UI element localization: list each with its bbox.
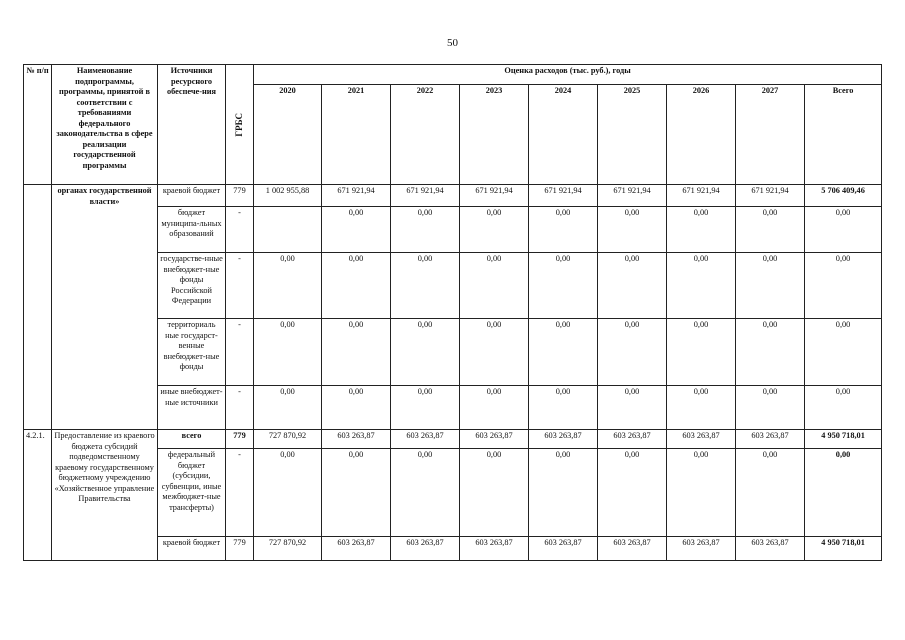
header-grbs: ГРБС: [234, 112, 245, 137]
source-cell: краевой бюджет: [158, 185, 226, 207]
value-cell: 603 263,87: [598, 537, 667, 561]
row-number: [24, 185, 52, 430]
value-cell: 0,00: [460, 386, 529, 430]
value-cell: 0,00: [254, 319, 322, 386]
value-cell: 603 263,87: [391, 430, 460, 449]
total-cell: 5 706 409,46: [805, 185, 882, 207]
source-cell: бюджет муниципа-льных образований: [158, 207, 226, 253]
value-cell: 603 263,87: [322, 430, 391, 449]
value-cell: 671 921,94: [667, 185, 736, 207]
value-cell: 0,00: [322, 319, 391, 386]
value-cell: 0,00: [254, 253, 322, 319]
year-header: 2024: [529, 85, 598, 185]
value-cell: 603 263,87: [460, 537, 529, 561]
value-cell: 603 263,87: [667, 537, 736, 561]
value-cell: 0,00: [667, 386, 736, 430]
value-cell: 0,00: [529, 449, 598, 537]
header-estimate: Оценка расходов (тыс. руб.), годы: [254, 65, 882, 85]
value-cell: 727 870,92: [254, 537, 322, 561]
grbs-cell: -: [226, 386, 254, 430]
program-name: Предоставление из краевого бюджета субсидий подведомственному краевому государственному бюджетному учреждению «Хозяйственное управление Правительства: [52, 430, 158, 561]
value-cell: 0,00: [460, 319, 529, 386]
total-cell: 0,00: [805, 449, 882, 537]
value-cell: 0,00: [598, 319, 667, 386]
value-cell: 603 263,87: [460, 430, 529, 449]
value-cell: 0,00: [736, 386, 805, 430]
total-cell: 0,00: [805, 207, 882, 253]
value-cell: 0,00: [598, 253, 667, 319]
header-grbs-cell: [226, 65, 254, 185]
value-cell: 0,00: [460, 449, 529, 537]
program-name: органах государственной власти»: [52, 185, 158, 430]
value-cell: 671 921,94: [391, 185, 460, 207]
grbs-cell: -: [226, 449, 254, 537]
value-cell: 0,00: [529, 319, 598, 386]
value-cell: 0,00: [736, 253, 805, 319]
value-cell: 0,00: [322, 207, 391, 253]
year-header: 2022: [391, 85, 460, 185]
value-cell: 0,00: [736, 207, 805, 253]
value-cell: 603 263,87: [322, 537, 391, 561]
value-cell: 0,00: [529, 207, 598, 253]
total-cell: 4 950 718,01: [805, 430, 882, 449]
value-cell: 0,00: [254, 449, 322, 537]
value-cell: 603 263,87: [667, 430, 736, 449]
header-no: № п/п: [24, 65, 52, 185]
total-cell: 0,00: [805, 386, 882, 430]
value-cell: 0,00: [598, 207, 667, 253]
value-cell: 603 263,87: [598, 430, 667, 449]
value-cell: 603 263,87: [736, 430, 805, 449]
value-cell: 0,00: [391, 319, 460, 386]
value-cell: 603 263,87: [529, 537, 598, 561]
total-cell: 0,00: [805, 253, 882, 319]
page-number: 50: [447, 37, 458, 49]
value-cell: 0,00: [322, 253, 391, 319]
value-cell: 671 921,94: [736, 185, 805, 207]
value-cell: 0,00: [529, 386, 598, 430]
source-cell: федеральный бюджет (субсидии, субвенции, иные межбюджет-ные трансферты): [158, 449, 226, 537]
value-cell: 603 263,87: [391, 537, 460, 561]
table-row: [24, 430, 882, 449]
source-cell: краевой бюджет: [158, 537, 226, 561]
year-header: 2027: [736, 85, 805, 185]
budget-table: [23, 64, 882, 561]
header-name: Наименование подпрограммы, программы, принятой в соответствии с требованиями федерального законодательства в сфере реализации государственной программы: [52, 65, 158, 185]
value-cell: 0,00: [598, 386, 667, 430]
value-cell: 671 921,94: [322, 185, 391, 207]
row-number: 4.2.1.: [24, 430, 52, 561]
year-header: 2021: [322, 85, 391, 185]
source-cell: территориаль ные государст-венные внебюджет-ные фонды: [158, 319, 226, 386]
value-cell: 0,00: [254, 386, 322, 430]
year-header: 2025: [598, 85, 667, 185]
value-cell: 671 921,94: [460, 185, 529, 207]
value-cell: [254, 207, 322, 253]
value-cell: 0,00: [391, 207, 460, 253]
value-cell: 0,00: [736, 449, 805, 537]
table-row: [24, 185, 882, 207]
value-cell: 1 002 955,88: [254, 185, 322, 207]
value-cell: 0,00: [736, 319, 805, 386]
source-cell: иные внебюджет-ные источники: [158, 386, 226, 430]
value-cell: 0,00: [322, 449, 391, 537]
value-cell: 0,00: [667, 319, 736, 386]
header-row-1: [24, 65, 882, 85]
grbs-cell: -: [226, 253, 254, 319]
source-cell: всего: [158, 430, 226, 449]
value-cell: 671 921,94: [598, 185, 667, 207]
value-cell: 0,00: [529, 253, 598, 319]
value-cell: 0,00: [391, 386, 460, 430]
total-header: Всего: [805, 85, 882, 185]
year-header: 2026: [667, 85, 736, 185]
grbs-cell: 779: [226, 185, 254, 207]
value-cell: 727 870,92: [254, 430, 322, 449]
value-cell: 0,00: [460, 253, 529, 319]
value-cell: 603 263,87: [529, 430, 598, 449]
grbs-cell: 779: [226, 537, 254, 561]
value-cell: 0,00: [460, 207, 529, 253]
year-header: 2023: [460, 85, 529, 185]
grbs-cell: -: [226, 319, 254, 386]
value-cell: 0,00: [667, 207, 736, 253]
total-cell: 0,00: [805, 319, 882, 386]
value-cell: 0,00: [391, 449, 460, 537]
grbs-cell: 779: [226, 430, 254, 449]
value-cell: 671 921,94: [529, 185, 598, 207]
value-cell: 0,00: [667, 449, 736, 537]
grbs-cell: -: [226, 207, 254, 253]
value-cell: 603 263,87: [736, 537, 805, 561]
year-header: 2020: [254, 85, 322, 185]
value-cell: 0,00: [322, 386, 391, 430]
source-cell: государстве-нные внебюджет-ные фонды Российской Федерации: [158, 253, 226, 319]
total-cell: 4 950 718,01: [805, 537, 882, 561]
header-source: Источники ресурсного обеспече-ния: [158, 65, 226, 185]
value-cell: 0,00: [598, 449, 667, 537]
value-cell: 0,00: [667, 253, 736, 319]
value-cell: 0,00: [391, 253, 460, 319]
